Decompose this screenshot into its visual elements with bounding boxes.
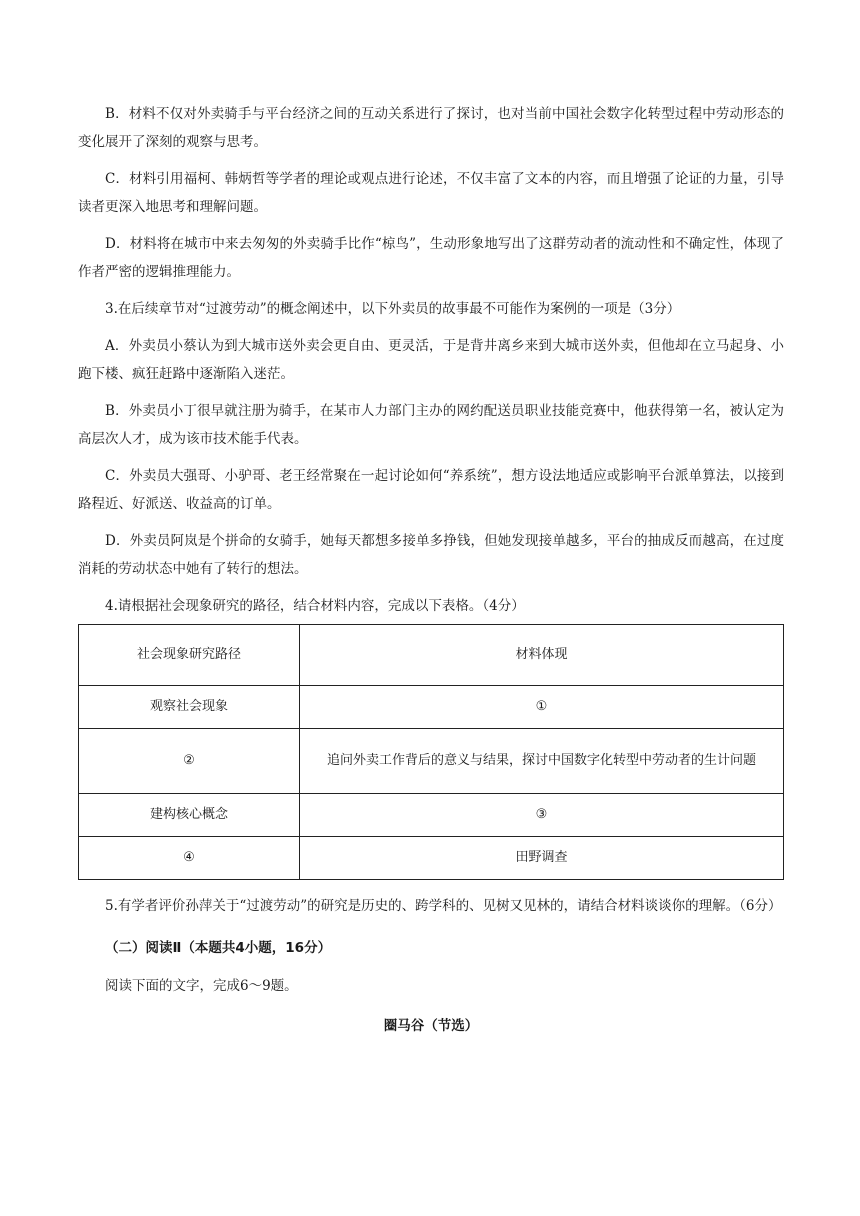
- q5-stem: 5.有学者评价孙萍关于“过渡劳动”的研究是历史的、跨学科的、见树又见林的，请结合材料谈谈你的理解。（6分）: [105, 898, 782, 914]
- passage-title: 圈马谷（节选）: [383, 1018, 479, 1034]
- table-row: [79, 729, 784, 794]
- table-cell: 田野调查: [300, 837, 784, 880]
- table-cell: ①: [300, 686, 784, 729]
- table-header-row: [79, 625, 784, 686]
- exam-page: [78, 100, 784, 1040]
- q3-option-a: A．外卖员小蔡认为到大城市送外卖会更自由、更灵活，于是背井离乡来到大城市送外卖，但他却在立马起身、小跑下楼、疯狂赶路中逐渐陷入迷茫。: [78, 338, 784, 382]
- table-row: [79, 794, 784, 837]
- q2-option-c: C．材料引用福柯、韩炳哲等学者的理论或观点进行论述，不仅丰富了文本的内容，而且增强了论证的力量，引导读者更深入地思考和理解问题。: [78, 171, 784, 215]
- table-header-cell: 社会现象研究路径: [79, 625, 300, 686]
- table-row: [79, 837, 784, 880]
- table-cell: ③: [300, 794, 784, 837]
- q2-option-d: D．材料将在城市中来去匆匆的外卖骑手比作“椋鸟”，生动形象地写出了这群劳动者的流动性和不确定性，体现了作者严密的逻辑推理能力。: [78, 236, 784, 280]
- q3-stem: 3.在后续章节对“过渡劳动”的概念阐述中，以下外卖员的故事最不可能作为案例的一项是（3分）: [105, 301, 681, 317]
- q4-answer-table: [78, 624, 784, 880]
- table-cell: ④: [79, 837, 300, 880]
- section-instruction: 阅读下面的文字，完成6～9题。: [105, 978, 298, 994]
- q2-option-b: B．材料不仅对外卖骑手与平台经济之间的互动关系进行了探讨，也对当前中国社会数字化转型过程中劳动形态的变化展开了深刻的观察与思考。: [78, 106, 784, 150]
- q3-option-b: B．外卖员小丁很早就注册为骑手，在某市人力部门主办的网约配送员职业技能竞赛中，他获得第一名，被认定为高层次人才，成为该市技术能手代表。: [78, 403, 784, 447]
- table-cell: 追问外卖工作背后的意义与结果，探讨中国数字化转型中劳动者的生计问题: [300, 729, 784, 794]
- q4-stem: 4.请根据社会现象研究的路径，结合材料内容，完成以下表格。（4分）: [105, 598, 525, 614]
- table-header-cell: 材料体现: [300, 625, 784, 686]
- q3-option-d: D．外卖员阿岚是个拼命的女骑手，她每天都想多接单多挣钱，但她发现接单越多，平台的抽成反而越高，在过度消耗的劳动状态中她有了转行的想法。: [78, 533, 784, 577]
- table-row: [79, 686, 784, 729]
- table-cell: ②: [79, 729, 300, 794]
- section-heading: （二）阅读Ⅱ（本题共4小题，16分）: [105, 940, 332, 956]
- table-cell: 建构核心概念: [79, 794, 300, 837]
- q3-option-c: C．外卖员大强哥、小驴哥、老王经常聚在一起讨论如何“养系统”，想方设法地适应或影响平台派单算法，以接到路程近、好派送、收益高的订单。: [78, 468, 784, 512]
- table-cell: 观察社会现象: [79, 686, 300, 729]
